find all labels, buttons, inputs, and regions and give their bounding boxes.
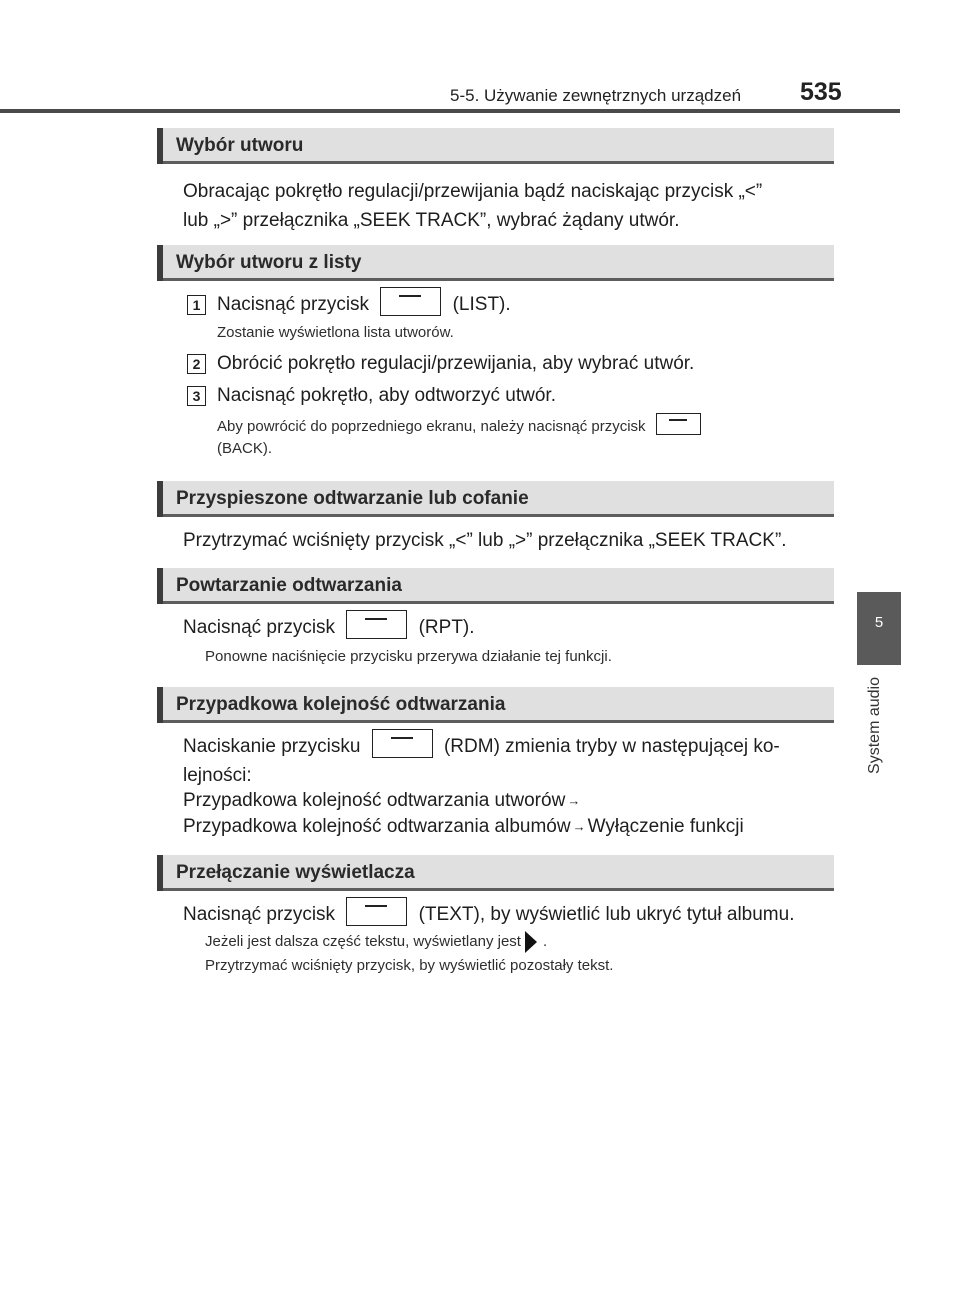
repeat-text xyxy=(183,612,838,643)
display-switch-text xyxy=(183,899,843,930)
section-title: Przyspieszone odtwarzanie lub cofanie xyxy=(176,488,529,509)
display-note-pre: Jeżeli jest dalsza część tekstu, wyświetlany jest xyxy=(205,933,521,950)
list-button-icon xyxy=(380,287,441,316)
random-post: (RDM) zmienia tryby w następującej ko- xyxy=(443,736,780,757)
step-3-note-line-1 xyxy=(217,416,837,437)
text-button-icon xyxy=(346,897,407,926)
step-number-3: 3 xyxy=(187,386,206,406)
arrow-right-icon: → xyxy=(567,793,581,809)
page-number: 535 xyxy=(800,78,842,106)
step-1-post: (LIST). xyxy=(452,294,511,315)
section-heading-track-select xyxy=(157,128,834,164)
chapter-tab-number: 5 xyxy=(874,614,884,631)
page-header xyxy=(0,0,900,112)
step-1-note: Zostanie wyświetlona lista utworów. xyxy=(217,324,454,341)
section-title: Wybór utworu z listy xyxy=(176,252,362,273)
step-1-pre: Nacisnąć przycisk xyxy=(217,294,370,315)
more-text-arrow-icon xyxy=(525,931,537,953)
section-title: Przypadkowa kolejność odtwarzania xyxy=(176,694,506,715)
random-mode-tracks: Przypadkowa kolejność odtwarzania utworów xyxy=(183,790,566,811)
section-heading-random xyxy=(157,687,834,723)
chapter-tab-label: System audio xyxy=(866,677,883,774)
repeat-note: Ponowne naciśnięcie przycisku przerywa działanie tej funkcji. xyxy=(205,648,612,665)
track-select-text-1: Obracając pokrętło regulacji/przewijania bądź naciskając przycisk „<” xyxy=(183,181,763,202)
rdm-button-icon xyxy=(372,729,433,758)
chapter-tab xyxy=(857,592,901,665)
random-pre: Naciskanie przycisku xyxy=(183,736,361,757)
repeat-pre: Nacisnąć przycisk xyxy=(183,617,336,638)
random-text-line-2: lejności: xyxy=(183,765,252,786)
arrow-right-icon: → xyxy=(572,819,586,835)
section-title: Powtarzanie odtwarzania xyxy=(176,575,402,596)
fast-forward-text: Przytrzymać wciśnięty przycisk „<” lub „>” przełącznika „SEEK TRACK”. xyxy=(183,530,787,551)
display-note-line-2: Przytrzymać wciśnięty przycisk, by wyświetlić pozostały tekst. xyxy=(205,957,614,974)
step-3-text: Nacisnąć pokrętło, aby odtworzyć utwór. xyxy=(217,385,556,406)
rpt-button-icon xyxy=(346,610,407,639)
section-title: Wybór utworu xyxy=(176,135,304,156)
repeat-post: (RPT). xyxy=(418,617,475,638)
step-3-note-line-2: (BACK). xyxy=(217,440,273,457)
display-note-post: . xyxy=(542,933,548,950)
step-number-1: 1 xyxy=(187,295,206,315)
step-1-text xyxy=(217,289,837,320)
display-note-line-1 xyxy=(205,931,835,953)
random-text-line-4 xyxy=(183,811,838,842)
display-pre: Nacisnąć przycisk xyxy=(183,904,336,925)
section-title: Przełączanie wyświetlacza xyxy=(176,862,415,883)
section-heading-fast-forward xyxy=(157,481,834,517)
section-heading-track-list xyxy=(157,245,834,281)
random-text-line-1 xyxy=(183,731,838,762)
step-2-text: Obrócić pokrętło regulacji/przewijania, aby wybrać utwór. xyxy=(217,353,695,374)
display-post: (TEXT), by wyświetlić lub ukryć tytuł albumu. xyxy=(418,904,795,925)
back-button-icon xyxy=(656,413,701,435)
random-mode-albums: Przypadkowa kolejność odtwarzania albumów xyxy=(183,816,571,837)
step-number-2: 2 xyxy=(187,354,206,374)
header-rule xyxy=(0,109,900,113)
section-heading-display-switch xyxy=(157,855,834,891)
step-3-note-pre: Aby powrócić do poprzedniego ekranu, należy nacisnąć przycisk xyxy=(217,418,646,435)
chapter-heading: 5-5. Używanie zewnętrznych urządzeń xyxy=(450,86,742,105)
random-mode-off: Wyłączenie funkcji xyxy=(587,816,744,837)
track-select-text-2: lub „>” przełącznika „SEEK TRACK”, wybrać żądany utwór. xyxy=(183,210,680,231)
section-heading-repeat xyxy=(157,568,834,604)
